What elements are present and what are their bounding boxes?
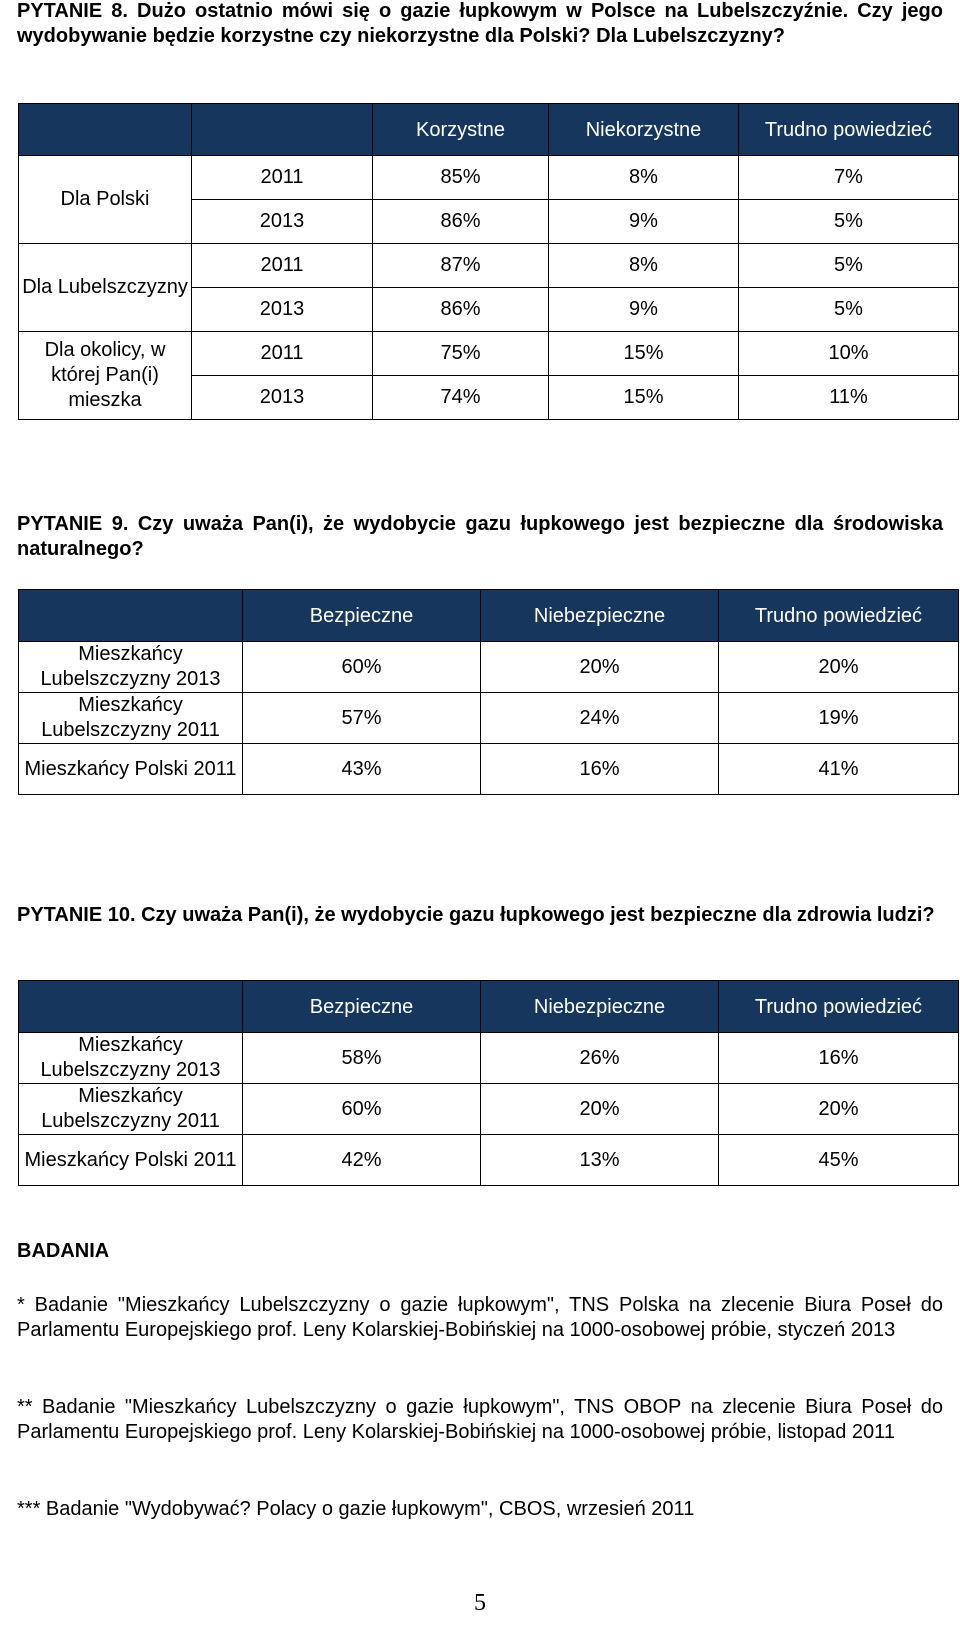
- value-cell: 43%: [243, 744, 481, 795]
- value-cell: 15%: [549, 376, 739, 420]
- value-cell: 9%: [549, 200, 739, 244]
- table-header-empty: [19, 981, 243, 1033]
- row-group-label: Dla Lubelszczyzny: [19, 244, 192, 332]
- value-cell: 24%: [481, 693, 719, 744]
- row-label: Mieszkańcy Polski 2011: [19, 1135, 243, 1186]
- year-cell: 2011: [192, 332, 373, 376]
- year-cell: 2011: [192, 156, 373, 200]
- column-header: Bezpieczne: [243, 590, 481, 642]
- footnote-2: ** Badanie "Mieszkańcy Lubelszczyzny o gazie łupkowym", TNS OBOP na zlecenie Biura Poseł do Parlamentu Europejskiego prof. Leny Kolarskiej-Bobińskiej na 1000-osobowej próbie, listopad 2011: [17, 1396, 943, 1443]
- column-header: Bezpieczne: [243, 981, 481, 1033]
- value-cell: 20%: [719, 642, 959, 693]
- value-cell: 45%: [719, 1135, 959, 1186]
- year-cell: 2013: [192, 200, 373, 244]
- value-cell: 15%: [549, 332, 739, 376]
- value-cell: 87%: [373, 244, 549, 288]
- year-cell: 2011: [192, 244, 373, 288]
- value-cell: 41%: [719, 744, 959, 795]
- row-label: Mieszkańcy Lubelszczyzny 2013: [19, 642, 243, 693]
- question-10-text: PYTANIE 10. Czy uważa Pan(i), że wydobycie gazu łupkowego jest bezpieczne dla zdrowia ludzi?: [17, 904, 935, 926]
- table-question-9: [18, 589, 959, 795]
- value-cell: 8%: [549, 156, 739, 200]
- table-header-empty: [19, 590, 243, 642]
- value-cell: 60%: [243, 1084, 481, 1135]
- column-header: Niekorzystne: [549, 104, 739, 156]
- value-cell: 5%: [739, 244, 959, 288]
- page-number: 5: [474, 1590, 486, 1616]
- row-label: Mieszkańcy Polski 2011: [19, 744, 243, 795]
- row-label: Mieszkańcy Lubelszczyzny 2013: [19, 1033, 243, 1084]
- value-cell: 7%: [739, 156, 959, 200]
- value-cell: 74%: [373, 376, 549, 420]
- table-question-10: [18, 980, 959, 1186]
- row-label: Mieszkańcy Lubelszczyzny 2011: [19, 1084, 243, 1135]
- value-cell: 13%: [481, 1135, 719, 1186]
- year-cell: 2013: [192, 376, 373, 420]
- value-cell: 16%: [719, 1033, 959, 1084]
- table-question-8: [18, 103, 959, 420]
- footnote-1: * Badanie "Mieszkańcy Lubelszczyzny o gazie łupkowym", TNS Polska na zlecenie Biura Poseł do Parlamentu Europejskiego prof. Leny Kolarskiej-Bobińskiej na 1000-osobowej próbie, styczeń 2013: [17, 1294, 943, 1341]
- question-9-text: PYTANIE 9. Czy uważa Pan(i), że wydobycie gazu łupkowego jest bezpieczne dla środowiska naturalnego?: [17, 513, 943, 560]
- column-header: Trudno powiedzieć: [719, 590, 959, 642]
- value-cell: 8%: [549, 244, 739, 288]
- value-cell: 60%: [243, 642, 481, 693]
- value-cell: 5%: [739, 288, 959, 332]
- value-cell: 26%: [481, 1033, 719, 1084]
- value-cell: 10%: [739, 332, 959, 376]
- value-cell: 9%: [549, 288, 739, 332]
- value-cell: 75%: [373, 332, 549, 376]
- year-cell: 2013: [192, 288, 373, 332]
- value-cell: 5%: [739, 200, 959, 244]
- row-group-label: Dla Polski: [19, 156, 192, 244]
- table-header-empty: [192, 104, 373, 156]
- question-8-text: PYTANIE 8. Dużo ostatnio mówi się o gazie łupkowym w Polsce na Lubelszczyźnie. Czy jego wydobywanie będzie korzystne czy niekorzystne dla Polski? Dla Lubelszczyzny?: [17, 0, 943, 47]
- row-group-label: Dla okolicy, w której Pan(i) mieszka: [19, 332, 192, 420]
- column-header: Trudno powiedzieć: [719, 981, 959, 1033]
- value-cell: 86%: [373, 200, 549, 244]
- value-cell: 19%: [719, 693, 959, 744]
- column-header: Korzystne: [373, 104, 549, 156]
- value-cell: 85%: [373, 156, 549, 200]
- column-header: Niebezpieczne: [481, 590, 719, 642]
- column-header: Trudno powiedzieć: [739, 104, 959, 156]
- value-cell: 11%: [739, 376, 959, 420]
- table-header-empty: [19, 104, 192, 156]
- value-cell: 86%: [373, 288, 549, 332]
- section-title-badania: BADANIA: [17, 1240, 110, 1262]
- value-cell: 58%: [243, 1033, 481, 1084]
- value-cell: 16%: [481, 744, 719, 795]
- value-cell: 20%: [481, 1084, 719, 1135]
- footnote-3: *** Badanie "Wydobywać? Polacy o gazie łupkowym", CBOS, wrzesień 2011: [17, 1498, 695, 1520]
- value-cell: 42%: [243, 1135, 481, 1186]
- row-label: Mieszkańcy Lubelszczyzny 2011: [19, 693, 243, 744]
- value-cell: 20%: [481, 642, 719, 693]
- value-cell: 57%: [243, 693, 481, 744]
- column-header: Niebezpieczne: [481, 981, 719, 1033]
- value-cell: 20%: [719, 1084, 959, 1135]
